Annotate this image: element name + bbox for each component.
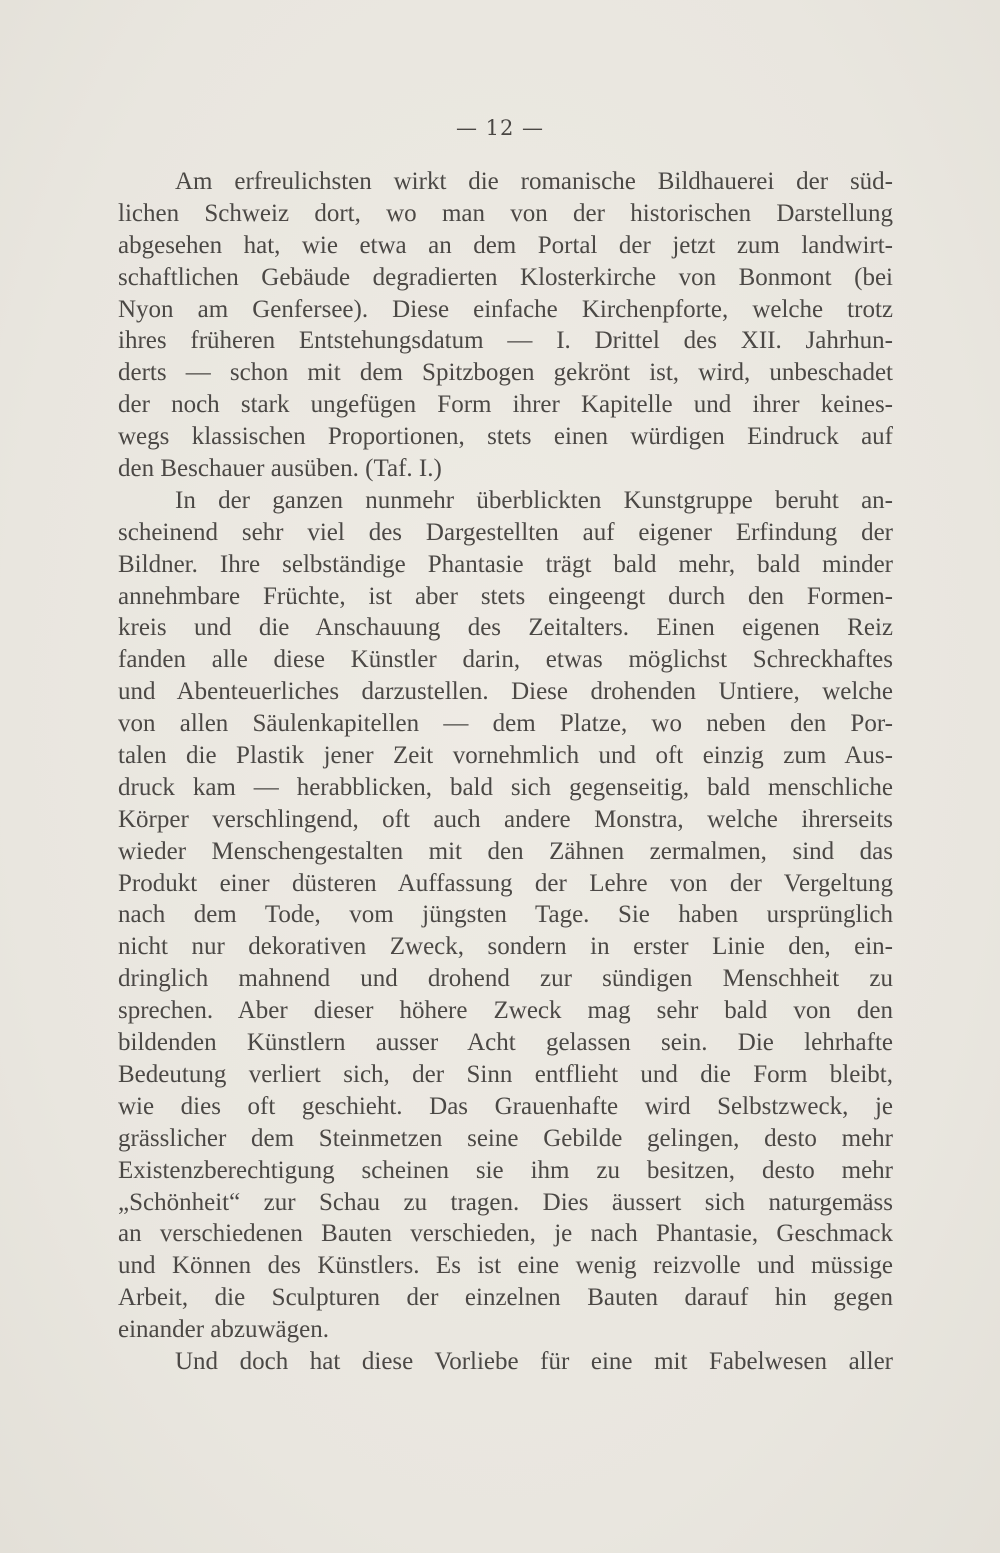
text-line: wegs klassischen Proportionen, stets einen würdigen Eindruck auf	[118, 423, 893, 451]
text-line: Körper verschlingend, oft auch andere Monstra, welche ihrerseits	[118, 805, 893, 833]
text-line: lichen Schweiz dort, wo man von der historischen Darstellung	[118, 199, 893, 227]
text-line: ihres früheren Entstehungsdatum — I. Drittel des XII. Jahrhun-	[118, 327, 893, 355]
text-line: nicht nur dekorativen Zweck, sondern in erster Linie den, ein-	[118, 933, 893, 961]
text-line: abgesehen hat, wie etwa an dem Portal der jetzt zum landwirt-	[118, 231, 893, 259]
text-line: sprechen. Aber dieser höhere Zweck mag sehr bald von den	[118, 997, 893, 1025]
text-line: In der ganzen nunmehr überblickten Kunstgruppe beruht an-	[175, 486, 893, 514]
text-line: dringlich mahnend und drohend zur sündigen Menschheit zu	[118, 965, 893, 993]
text-line: Und doch hat diese Vorliebe für eine mit Fabelwesen aller	[175, 1347, 893, 1375]
text-line: bildenden Künstlern ausser Acht gelassen sein. Die lehrhafte	[118, 1029, 893, 1057]
text-line: der noch stark ungefügen Form ihrer Kapitelle und ihrer keines-	[118, 391, 893, 419]
text-line: fanden alle diese Künstler darin, etwas möglichst Schreckhaftes	[118, 646, 893, 674]
text-line: annehmbare Früchte, ist aber stets eingeengt durch den Formen-	[118, 582, 893, 610]
text-line: Arbeit, die Sculpturen der einzelnen Bauten darauf hin gegen	[118, 1284, 893, 1312]
text-line: Nyon am Genfersee). Diese einfache Kirchenpforte, welche trotz	[118, 295, 893, 323]
text-line: talen die Plastik jener Zeit vornehmlich und oft einzig zum Aus-	[118, 742, 893, 770]
body-text	[118, 166, 893, 1378]
text-line: von allen Säulenkapitellen — dem Platze, wo neben den Por-	[118, 710, 893, 738]
text-line: druck kam — herabblicken, bald sich gegenseitig, bald menschliche	[118, 773, 893, 801]
page-number: — 12 —	[455, 116, 545, 140]
text-line: Bildner. Ihre selbständige Phantasie trägt bald mehr, bald minder	[118, 550, 893, 578]
text-line: grässlicher dem Steinmetzen seine Gebilde gelingen, desto mehr	[118, 1124, 893, 1152]
text-line: „Schönheit“ zur Schau zu tragen. Dies äussert sich naturgemäss	[118, 1188, 893, 1216]
text-line: an verschiedenen Bauten verschieden, je nach Phantasie, Geschmack	[118, 1220, 893, 1248]
text-line: einander abzuwägen.	[118, 1316, 329, 1344]
text-line: kreis und die Anschauung des Zeitalters. Einen eigenen Reiz	[118, 614, 893, 642]
text-line: und Können des Künstlers. Es ist eine wenig reizvolle und müssige	[118, 1252, 893, 1280]
text-line: Am erfreulichsten wirkt die romanische Bildhauerei der süd-	[175, 168, 893, 195]
text-line: Existenzberechtigung scheinen sie ihm zu besitzen, desto mehr	[118, 1156, 893, 1184]
text-line: derts — schon mit dem Spitzbogen gekrönt ist, wird, unbeschadet	[118, 359, 893, 387]
text-line: Produkt einer düsteren Auffassung der Lehre von der Vergeltung	[118, 869, 893, 897]
text-line: und Abenteuerliches darzustellen. Diese drohenden Untiere, welche	[118, 678, 893, 706]
text-line: den Beschauer ausüben. (Taf. I.)	[118, 455, 442, 483]
text-line: nach dem Tode, vom jüngsten Tage. Sie haben ursprünglich	[118, 901, 893, 929]
text-line: wieder Menschengestalten mit den Zähnen zermalmen, sind das	[118, 837, 893, 865]
text-line: wie dies oft geschieht. Das Grauenhafte wird Selbstzweck, je	[118, 1092, 893, 1120]
text-line: Bedeutung verliert sich, der Sinn entflieht und die Form bleibt,	[118, 1060, 893, 1088]
text-line: scheinend sehr viel des Dargestellten auf eigener Erfindung der	[118, 518, 893, 546]
text-line: schaftlichen Gebäude degradierten Klosterkirche von Bonmont (bei	[118, 263, 893, 291]
